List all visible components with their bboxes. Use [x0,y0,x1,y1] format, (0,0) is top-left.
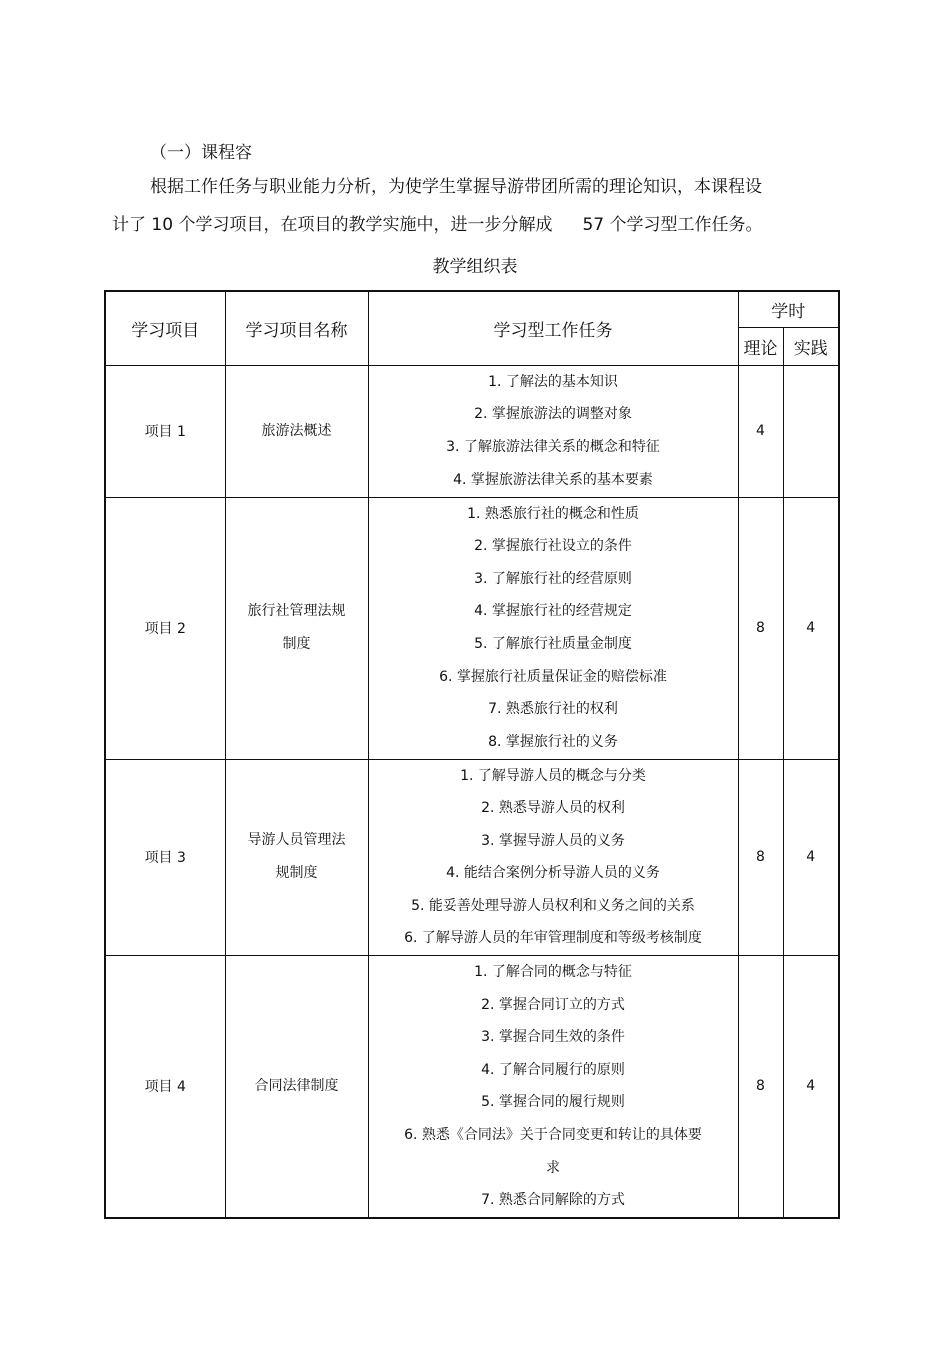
project-name-cell [225,365,368,497]
practice-hours-cell [783,365,839,497]
intro-paragraph [112,168,812,244]
tasks-cell [368,497,738,759]
theory-hours-cell: 8 [738,497,783,759]
project-name-cell [225,956,368,1218]
task-item: 7. 熟悉旅行社的权利 [488,701,618,718]
task-item: 4. 掌握旅游法律关系的基本要素 [453,471,653,488]
header-tasks: 学习型工作任务 [368,291,738,365]
tasks-cell [368,759,738,956]
table-caption: 教学组织表 [432,257,518,277]
intro-line-2a: 计了 10 个学习项目，在项目的教学实施中，进一步分解成 [112,215,553,235]
intro-line-2 [112,206,812,244]
project-name-cell [225,759,368,956]
task-item: 1. 了解法的基本知识 [488,373,618,390]
task-item: 1. 了解导游人员的概念与分类 [460,767,646,784]
task-item: 7. 熟悉合同解除的方式 [481,1192,625,1209]
task-item: 8. 掌握旅行社的义务 [488,733,618,750]
practice-hours-cell: 4 [783,497,839,759]
task-item: 4. 了解合同履行的原则 [481,1061,625,1078]
task-item: 5. 能妥善处理导游人员权利和义务之间的关系 [411,897,695,914]
section-heading: （一）课程容 [150,143,252,163]
practice-hours-cell: 4 [783,759,839,956]
intro-line-1: 根据工作任务与职业能力分析，为使学生掌握导游带团所需的理论知识，本课程设 [150,177,762,197]
table-row [105,365,839,497]
task-item: 3. 掌握导游人员的义务 [481,832,625,849]
task-item: 3. 了解旅行社的经营原则 [474,570,632,587]
task-item: 6. 熟悉《合同法》关于合同变更和转让的具体要 [404,1127,702,1144]
task-item: 5. 掌握合同的履行规则 [481,1094,625,1111]
task-item: 3. 掌握合同生效的条件 [481,1029,625,1046]
task-item: 6. 掌握旅行社质量保证金的赔偿标准 [439,668,667,685]
task-item: 5. 了解旅行社质量金制度 [474,636,632,652]
tasks-cell [368,956,738,1218]
theory-hours-cell: 8 [738,759,783,956]
task-item: 2. 熟悉导游人员的权利 [481,800,625,817]
task-item: 4. 能结合案例分析导游人员的义务 [446,865,660,882]
project-name-line: 导游人员管理法 [247,832,346,849]
task-item: 2. 掌握合同订立的方式 [481,996,625,1013]
project-name-cell [225,497,368,759]
header-practice: 实践 [783,327,839,365]
project-name-line: 规制度 [275,865,318,882]
project-cell: 项目 4 [105,956,225,1218]
project-cell: 项目 2 [105,497,225,759]
task-item: 1. 了解合同的概念与特征 [474,964,632,981]
table-row [105,956,839,1218]
task-item: 1. 熟悉旅行社的概念和性质 [467,505,639,522]
header-project-name: 学习项目名称 [225,291,368,365]
task-item: 2. 掌握旅游法的调整对象 [474,406,632,423]
table-row [105,497,839,759]
header-hours: 学时 [738,291,839,327]
project-cell: 项目 1 [105,365,225,497]
project-cell: 项目 3 [105,759,225,956]
tasks-cell [368,365,738,497]
table-row [105,759,839,956]
task-item: 3. 了解旅游法律关系的概念和特征 [446,439,660,455]
header-theory: 理论 [738,327,783,365]
task-item: 4. 掌握旅行社的经营规定 [474,603,632,620]
practice-hours-cell: 4 [783,956,839,1218]
project-name-line: 旅游法概述 [261,422,332,439]
header-project: 学习项目 [105,291,225,365]
teaching-organization-table [104,290,840,1219]
project-name-line: 合同法律制度 [254,1077,339,1094]
project-name-line: 制度 [282,636,311,652]
task-item: 6. 了解导游人员的年审管理制度和等级考核制度 [404,930,702,947]
project-name-line: 旅行社管理法规 [247,603,346,619]
theory-hours-cell: 4 [738,365,783,497]
theory-hours-cell: 8 [738,956,783,1218]
task-item: 求 [546,1159,560,1176]
task-item: 2. 掌握旅行社设立的条件 [474,538,632,555]
intro-line-2b: 57 个学习型工作任务。 [582,215,763,235]
